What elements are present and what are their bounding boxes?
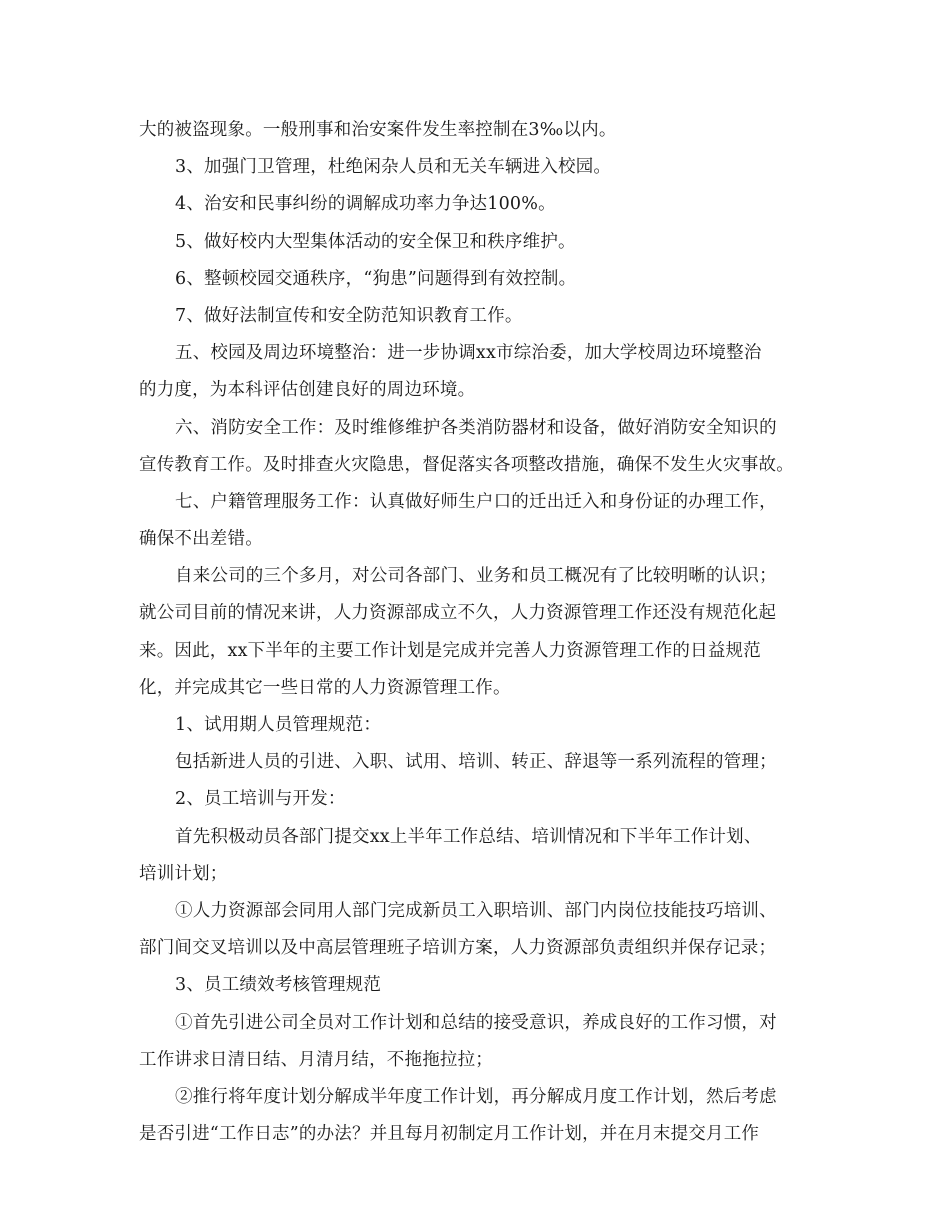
text-line: 来。因此，xx下半年的主要工作计划是完成并完善人力资源管理工作的日益规范 [139,640,761,661]
text-line: 六、消防安全工作：及时维修维护各类消防器材和设备，做好消防安全知识的 [175,417,777,438]
document-body [139,112,819,1153]
text-line: 培训计划； [139,863,228,884]
text-line: 5、做好校内大型集体活动的安全保卫和秩序维护。 [175,231,576,252]
text-line: 大的被盗现象。一般刑事和治安案件发生率控制在3‰以内。 [139,120,617,140]
text-line: 五、校园及周边环境整治：进一步协调xx市综治委，加大学校周边环境整治 [175,343,762,364]
text-line: 7、做好法制宣传和安全防范知识教育工作。 [175,305,523,326]
text-line: 是否引进“工作日志”的办法？并且每月初制定月工作计划，并在月末提交月工作 [139,1124,760,1145]
text-line: ①人力资源部会同用人部门完成新员工入职培训、部门内岗位技能技巧培训、 [175,900,777,921]
text-line: 化，并完成其它一些日常的人力资源管理工作。 [139,677,511,698]
text-line: 3、加强门卫管理，杜绝闲杂人员和无关车辆进入校园。 [175,157,612,178]
text-line: 自来公司的三个多月，对公司各部门、业务和员工概况有了比较明晰的认识； [175,566,777,587]
text-line: 工作讲求日清日结、月清月结，不拖拖拉拉； [139,1049,493,1070]
text-line: 七、户籍管理服务工作：认真做好师生户口的迁出迁入和身份证的办理工作， [175,491,777,512]
text-line: 2、员工培训与开发： [175,789,346,810]
text-line: ①首先引进公司全员对工作计划和总结的接受意识，养成良好的工作习惯，对 [175,1012,777,1033]
text-line: 包括新进人员的引进、入职、试用、培训、转正、辞退等一系列流程的管理； [175,752,777,773]
text-line: 的力度，为本科评估创建良好的周边环境。 [139,380,476,401]
text-line: 宣传教育工作。及时排查火灾隐患，督促落实各项整改措施，确保不发生火灾事故。 [139,454,794,475]
text-line: 就公司目前的情况来讲，人力资源部成立不久，人力资源管理工作还没有规范化起 [139,603,777,624]
text-line: 6、整顿校园交通秩序，“狗患”问题得到有效控制。 [175,268,577,289]
text-line: 1、试用期人员管理规范： [175,715,382,735]
text-line: 首先积极动员各部门提交xx上半年工作总结、培训情况和下半年工作计划、 [175,826,762,847]
text-line: ②推行将年度计划分解成半年度工作计划，再分解成月度工作计划，然后考虑 [175,1086,777,1107]
text-line: 3、员工绩效考核管理规范 [175,975,382,996]
text-line: 确保不出差错。 [139,529,263,550]
text-line: 4、治安和民事纠纷的调解成功率力争达100%。 [175,194,556,215]
text-line: 部门间交叉培训以及中高层管理班子培训方案，人力资源部负责组织并保存记录； [139,938,777,959]
